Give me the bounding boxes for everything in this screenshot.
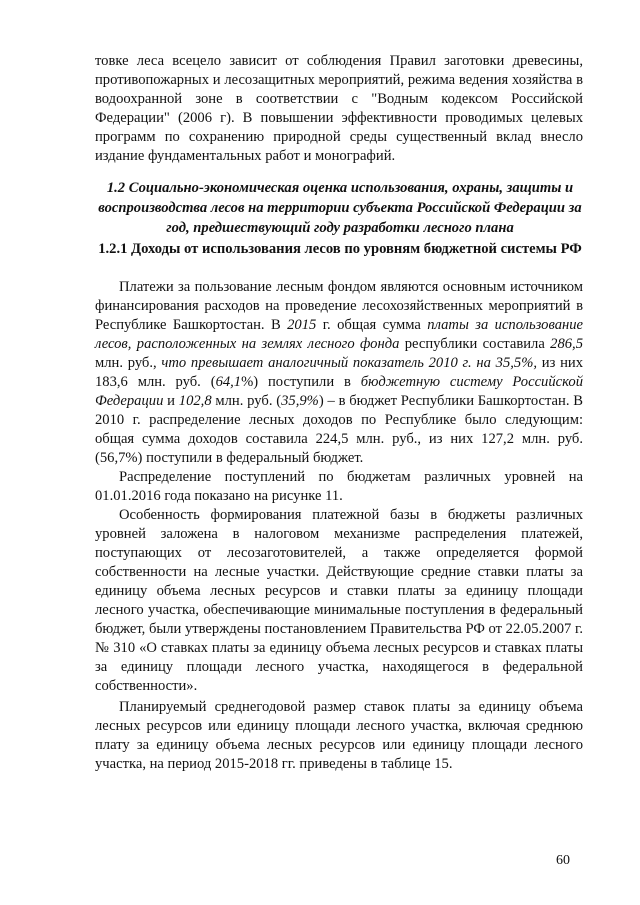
paragraph-revenue xyxy=(95,278,583,468)
paragraph-payment-base: Особенность формирования платежной базы в бюджеты различных уровней заложена в налоговом механизме распределения платежей, поступающих от лесозаготовителей, а также определяется формой собственности на лесные участки. Действующие средние ставки платы за единицу объема лесных ресурсов и ставки платы за единицу площади лесного участка, обеспечивающие минимальные поступления в федеральный бюджет, были утверждены постановлением Правительства РФ от 22.05.2007 г. № 310 «О ставках платы за единицу объема лесных ресурсов и ставках платы за единицу площади лесного участка, находящегося в федеральной собственности». xyxy=(95,507,583,694)
page-number: 60 xyxy=(556,853,570,868)
text-span: республики составила xyxy=(399,336,551,352)
text-span: Платежи за пользование лесным фондом являются основным источником финансирования расходов на проведение лесохозяйственных мероприятий в Республике Башкортостан. В xyxy=(95,279,583,333)
paragraph-distribution: Распределение поступлений по бюджетам различных уровней на 01.01.2016 года показано на рисунке 11. xyxy=(95,469,583,504)
intro-text: товке леса всецело зависит от соблюдения Правил заготовки древесины, противопожарных и лесозащитных мероприятий, режима ведения хозяйства в водоохранной зоне в соответствии с "Водным кодексом Российской Федерации" (2006 г). В повышении эффективности проводимых целевых программ по сохранению природной среды существенный вклад внесло издание фундаментальных работ и монографий. xyxy=(95,53,583,164)
intro-paragraph xyxy=(95,52,583,166)
section-heading-1-2-1: 1.2.1 Доходы от использования лесов по уровням бюджетной системы РФ xyxy=(98,241,582,257)
body-text xyxy=(95,278,583,774)
text-span: и xyxy=(163,393,179,409)
italic-span: 64,1 xyxy=(215,374,242,390)
text-span: млн. руб. ( xyxy=(211,393,282,409)
italic-span: 2015 xyxy=(287,317,317,333)
text-span: %) поступили в xyxy=(241,374,361,390)
section-heading-1-2: 1.2 Социально-экономическая оценка использования, охраны, защиты и воспроизводства лесов на территории субъекта Российской Федерации за год, предшествующий году разработки лесного плана xyxy=(98,180,582,236)
italic-span: бюджетную систему Российской Федерации xyxy=(95,374,583,409)
italic-span: 286,5 xyxy=(550,336,583,352)
text-span: ) – в бюджет Республики Башкортостан. В 2010 г. распределение лесных доходов по Республике было следующим: общая сумма доходов составила 224,5 млн. руб., из них 127,2 млн. руб. (56,7%) поступили в федеральный бюджет. xyxy=(95,393,583,466)
italic-span: платы за использование лесов, расположенных на землях лесного фонда xyxy=(95,317,584,352)
paragraph-planned-rates: Планируемый среднегодовой размер ставок платы за единицу объема лесных ресурсов или единицу площади лесного участка, включая среднюю плату за единицу объема лесных ресурсов или единицу площади лесного участка, на период 2015-2018 гг. приведены в таблице 15. xyxy=(95,699,583,772)
text-span: из них 183,6 млн. руб. ( xyxy=(95,355,583,390)
text-span: г. общая сумма xyxy=(316,317,428,333)
italic-span: 102,8 xyxy=(178,393,212,409)
italic-span: 35,9% xyxy=(281,393,319,409)
italic-span: что превышает аналогичный показатель 2010 г. на 35,5%, xyxy=(161,355,538,371)
text-span: млн. руб., xyxy=(95,355,162,371)
